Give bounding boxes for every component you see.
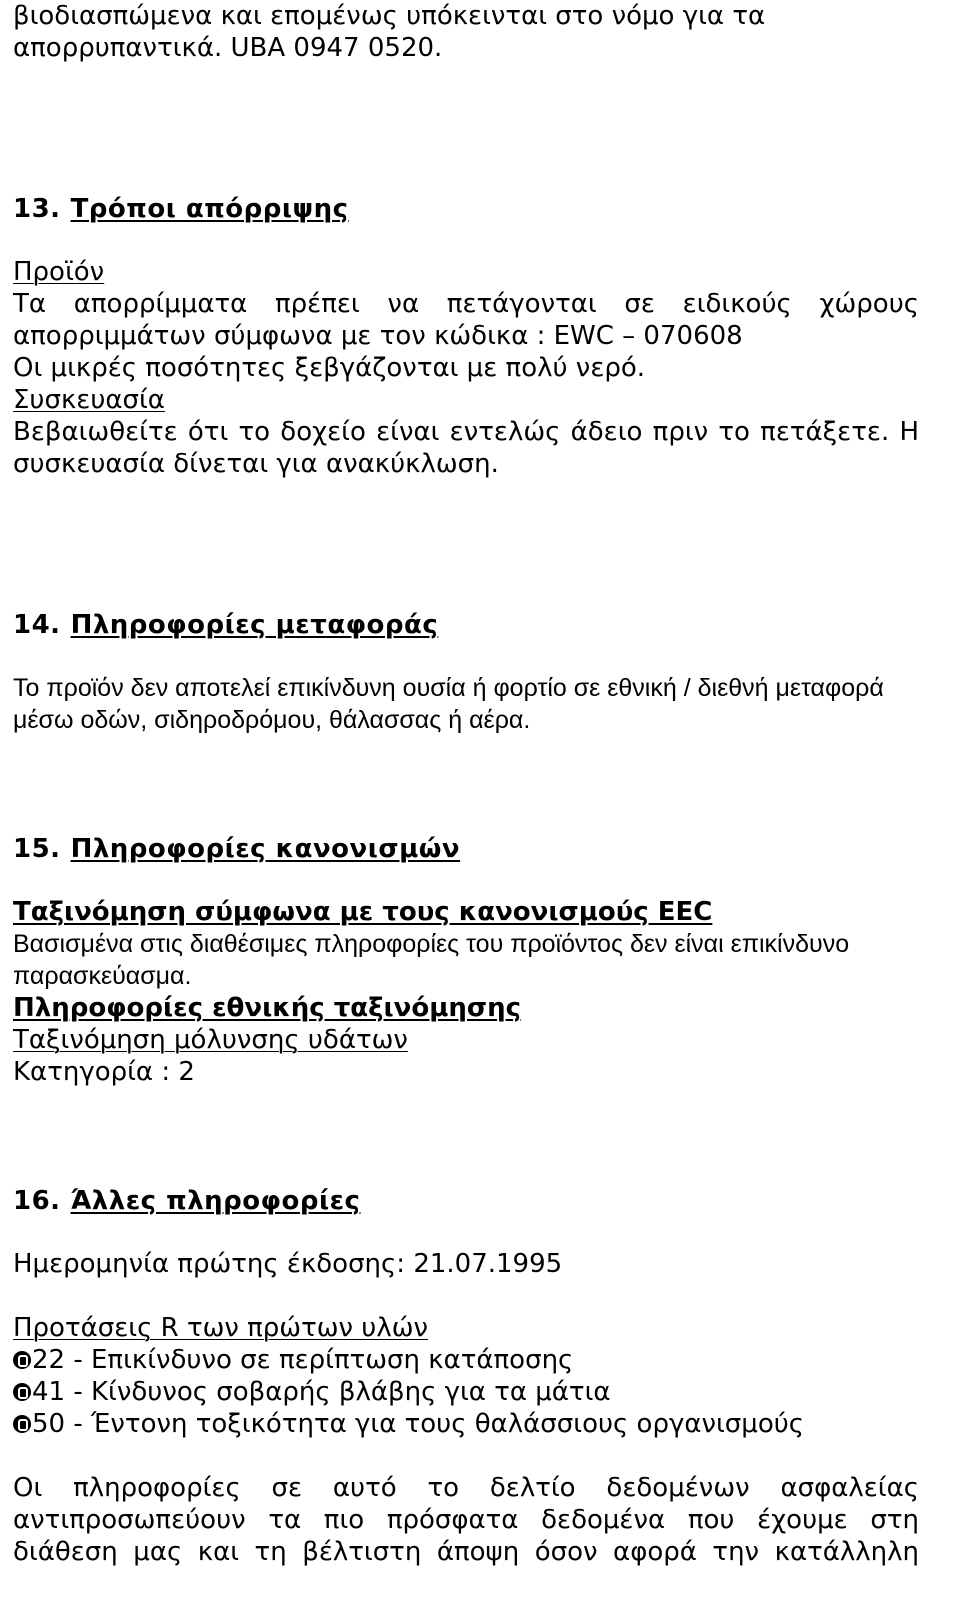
first-issue-date: Ημερομηνία πρώτης έκδοσης: 21.07.1995 [13,1249,563,1279]
intro-line-2: απορρυπαντικά. UBA 0947 0520. [13,33,443,63]
r-phrase-item [13,1408,804,1440]
section-15-heading [13,832,460,866]
section-15-number: 15. [13,834,61,864]
r-phrase-text: 41 - Κίνδυνος σοβαρής βλάβης για τα μάτια [32,1377,611,1407]
r-phrase-item [13,1376,611,1408]
r-phrase-text: 50 - Έντονη τοξικότητα για τους θαλάσσιους οργανισμούς [32,1409,805,1439]
closing-line-3: διάθεση μας και τη βέλτιστη άποψη όσον αφορά την κατάλληλη [13,1537,919,1567]
r-phrase-bullet-icon [13,1415,31,1433]
r-phrase-bullet-icon [13,1383,31,1401]
eec-line-2: παρασκεύασμα. [13,962,192,990]
section-16-title: Άλλες πληροφορίες [70,1186,361,1216]
closing-line-2: αντιπροσωπεύουν τα πιο πρόσφατα δεδομένα που έχουμε στη [13,1505,919,1535]
product-line-2: απορριμμάτων σύμφωνα με τον κώδικα : EWC – 070608 [13,321,743,351]
section-15-title: Πληροφορίες κανονισμών [70,834,461,864]
section-14-heading [13,608,438,642]
r-phrase-text: 22 - Επικίνδυνο σε περίπτωση κατάποσης [32,1345,574,1375]
section-13-title: Τρόποι απόρριψης [70,194,349,224]
eec-line-1: Βασισμένα στις διαθέσιμες πληροφορίες του προϊόντος δεν είναι επικίνδυνο [13,930,850,958]
packaging-line-1: Βεβαιωθείτε ότι το δοχείο είναι εντελώς άδειο πριν το πετάξετε. Η [13,417,919,447]
section-16-number: 16. [13,1186,61,1216]
national-classification-heading: Πληροφορίες εθνικής ταξινόμησης [13,993,522,1023]
closing-line-1: Οι πληροφορίες σε αυτό το δελτίο δεδομένων ασφαλείας [13,1473,919,1503]
r-phrases-heading: Προτάσεις R των πρώτων υλών [13,1313,429,1343]
packaging-line-2: συσκευασία δίνεται για ανακύκλωση. [13,449,499,479]
product-line-3: Οι μικρές ποσότητες ξεβγάζονται με πολύ νερό. [13,353,646,383]
transport-line-2: μέσω οδών, σιδηροδρόμου, θάλασσας ή αέρα. [13,706,531,734]
r-phrase-bullet-icon [13,1351,31,1369]
section-14-title: Πληροφορίες μεταφοράς [70,610,439,640]
product-line-1: Τα απορρίμματα πρέπει να πετάγονται σε ειδικούς χώρους [13,289,919,319]
section-13-heading [13,192,349,226]
product-heading: Προϊόν [13,257,105,287]
r-phrase-item [13,1344,573,1376]
water-pollution-heading: Ταξινόμηση μόλυνσης υδάτων [13,1025,408,1055]
water-category: Κατηγορία : 2 [13,1057,195,1087]
transport-line-1: Το προϊόν δεν αποτελεί επικίνδυνη ουσία ή φορτίο σε εθνική / διεθνή μεταφορά [13,674,884,702]
packaging-heading: Συσκευασία [13,385,165,415]
section-13-number: 13. [13,194,61,224]
section-14-number: 14. [13,610,61,640]
eec-classification-heading: Ταξινόμηση σύμφωνα με τους κανονισμούς EEC [13,897,713,927]
intro-line-1: βιοδιασπώμενα και επομένως υπόκεινται στο νόμο για τα [13,1,766,31]
section-16-heading [13,1184,360,1218]
